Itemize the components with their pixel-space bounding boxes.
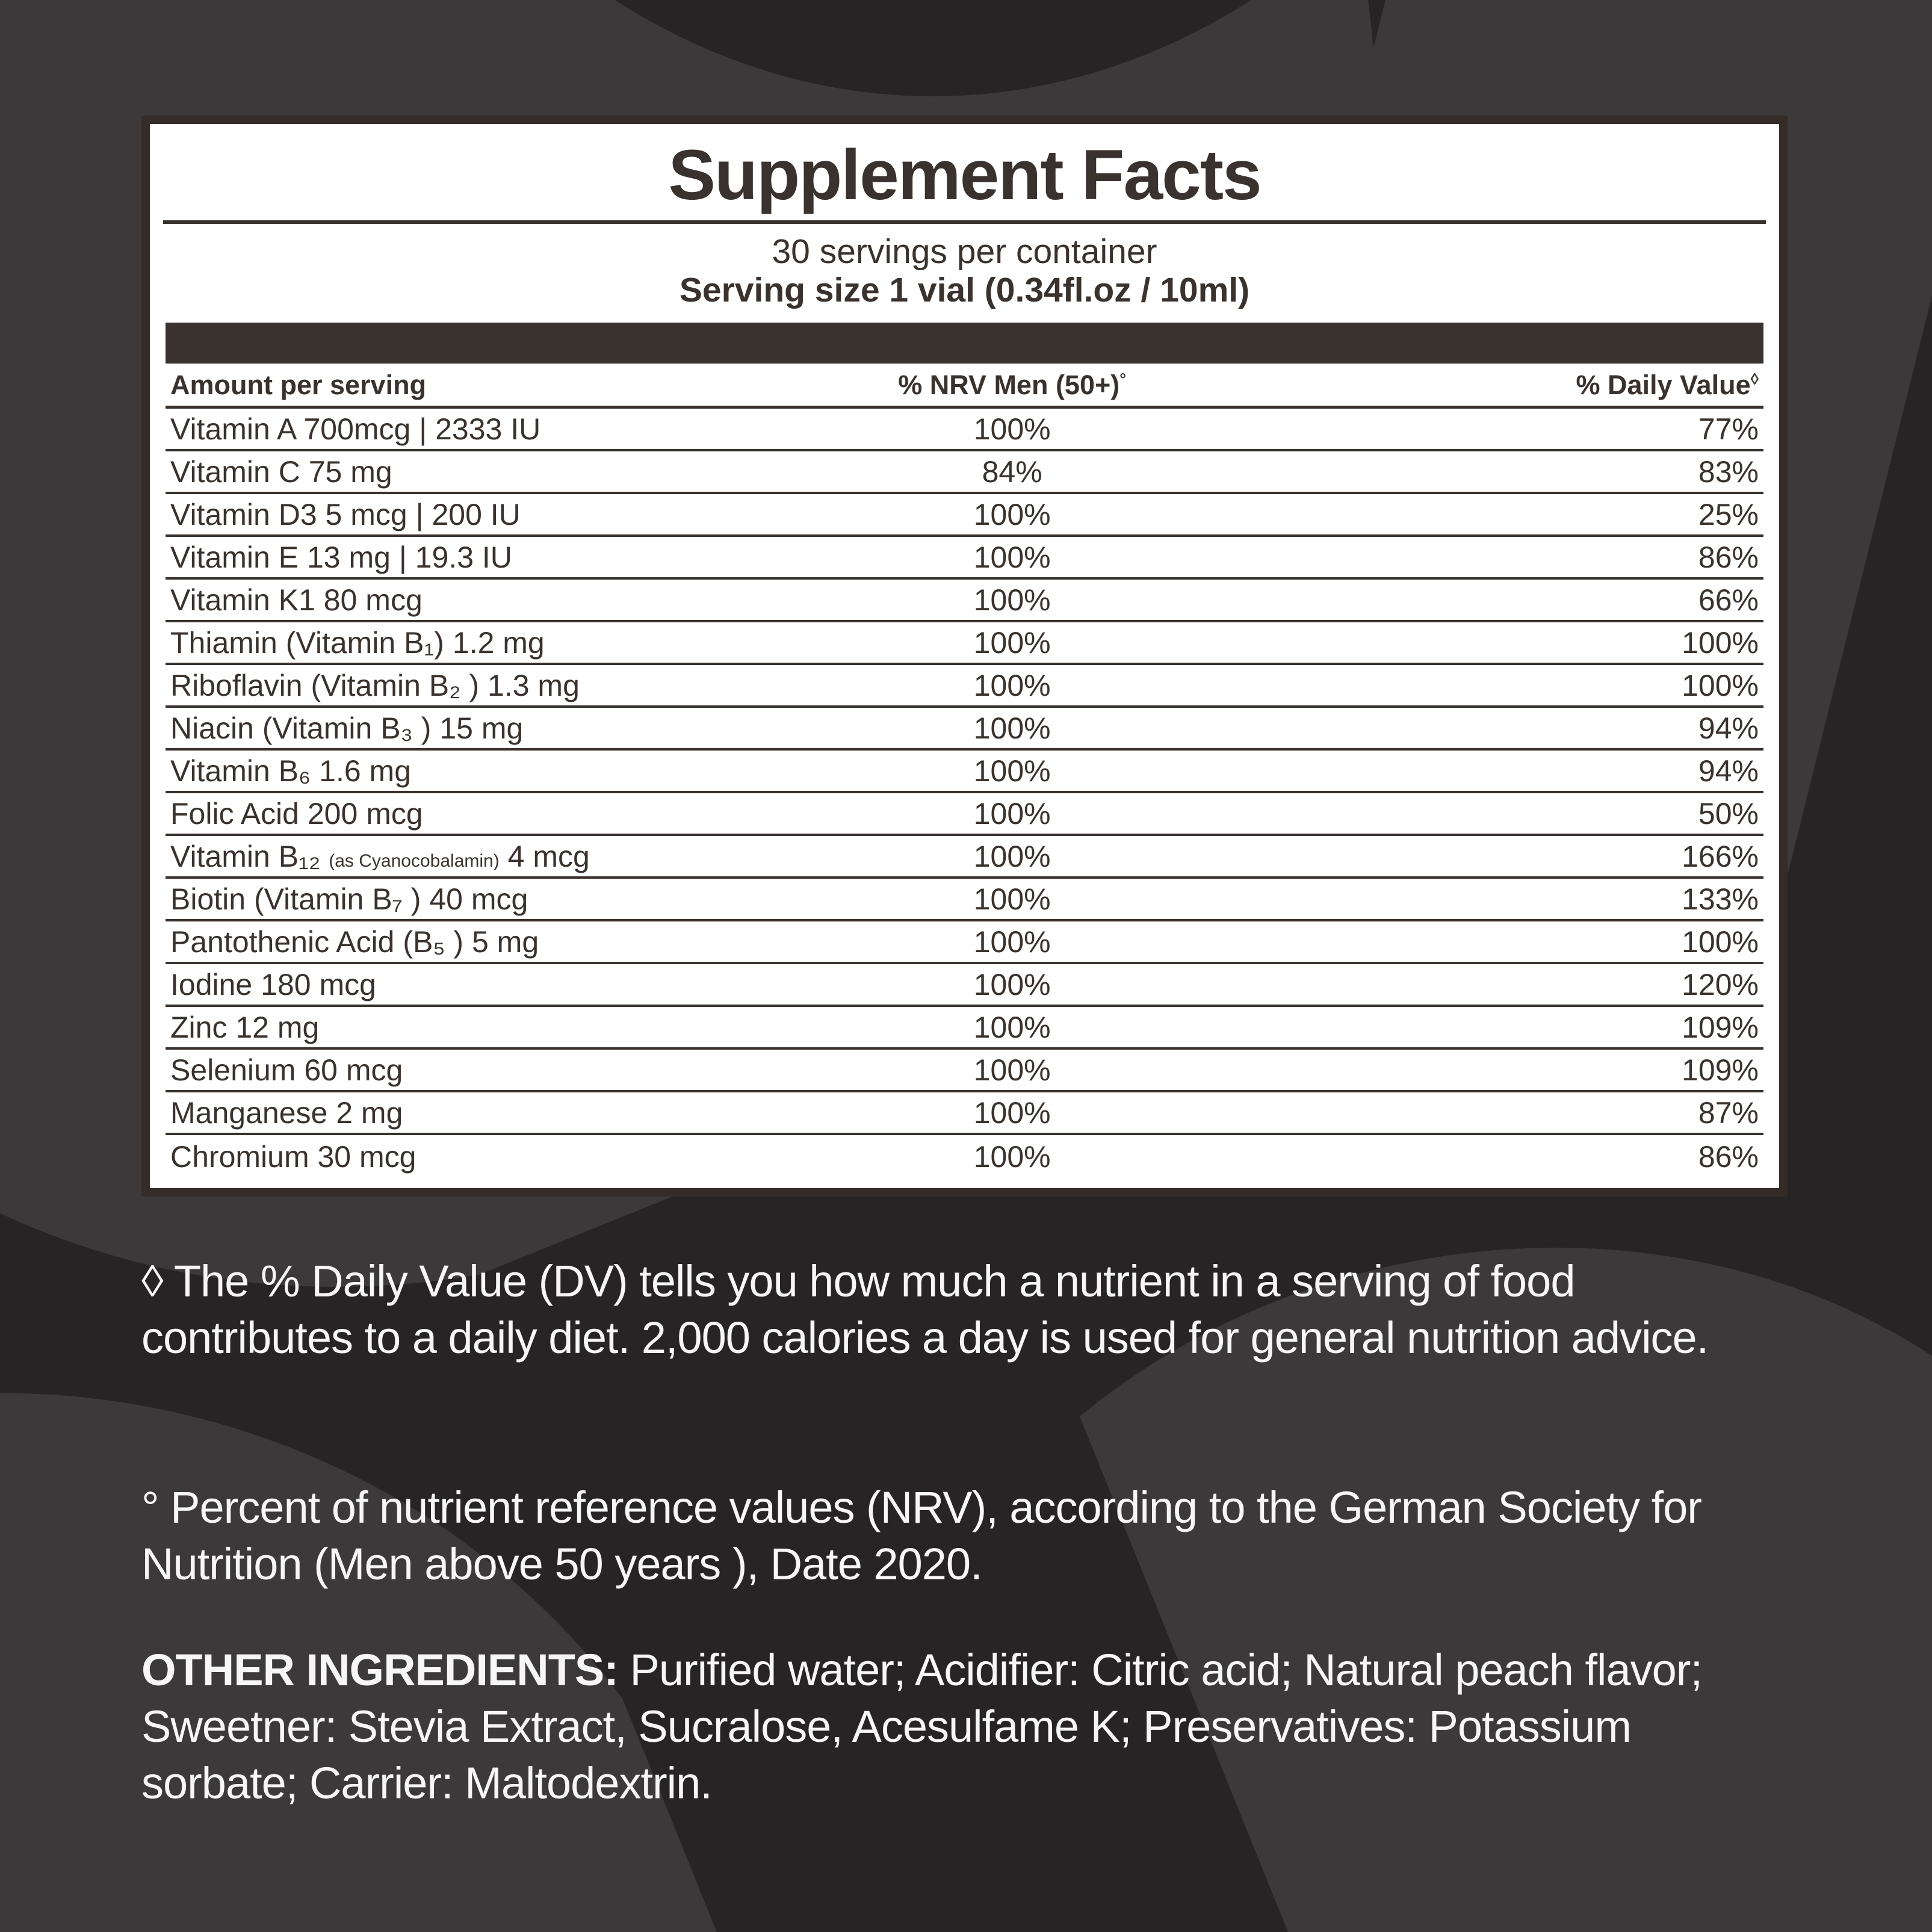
daily-value: 50% bbox=[1698, 796, 1759, 831]
nutrient-amount: 15 mg bbox=[439, 711, 524, 745]
facts-rows bbox=[166, 409, 1763, 1178]
other-ingredients-label: OTHER INGREDIENTS: bbox=[141, 1645, 618, 1695]
nrv-value: 100% bbox=[973, 668, 1051, 702]
nutrient-amount: 13 mg | 19.3 IU bbox=[306, 540, 512, 574]
table-row bbox=[166, 665, 1763, 708]
nutrient-name: Zinc bbox=[170, 1010, 228, 1044]
daily-value: 100% bbox=[1682, 625, 1759, 660]
daily-value: 86% bbox=[1698, 540, 1759, 574]
nutrient-name: Vitamin K1 bbox=[170, 583, 315, 617]
nutrient-amount: 200 mcg bbox=[307, 796, 423, 831]
other-ingredients: OTHER INGREDIENTS: Purified water; Acidifier: Citric acid; Natural peach flavor; Sweetner: Stevia Extract, Sucralose, Acesulfame K; Preservatives: Potassium sorbate; Carrier: Maltodextrin. bbox=[141, 1645, 1703, 1808]
nutrient-amount: 12 mg bbox=[235, 1010, 320, 1044]
daily-value: 94% bbox=[1698, 754, 1759, 788]
daily-value: 109% bbox=[1682, 1010, 1759, 1044]
table-header-row bbox=[166, 368, 1763, 402]
daily-value: 120% bbox=[1682, 967, 1759, 1002]
table-row bbox=[166, 409, 1763, 451]
nutrient-amount: 30 mcg bbox=[317, 1139, 416, 1174]
nutrient-note: (as Cyanocobalamin) bbox=[329, 850, 500, 871]
table-row bbox=[166, 964, 1763, 1007]
nutrient-amount: 40 mcg bbox=[429, 882, 528, 916]
table-row bbox=[166, 879, 1763, 921]
nutrient-amount: 700mcg | 2333 IU bbox=[303, 412, 541, 446]
nrv-value: 100% bbox=[973, 882, 1051, 916]
nutrient-name: Biotin (Vitamin B₇ ) bbox=[170, 882, 421, 916]
table-row bbox=[166, 451, 1763, 494]
nutrient-amount: 180 mcg bbox=[261, 967, 376, 1002]
nutrient-name: Niacin (Vitamin B₃ ) bbox=[170, 711, 432, 745]
divider-line-title bbox=[163, 220, 1766, 224]
daily-value: 77% bbox=[1698, 412, 1759, 446]
nrv-footnote: ° Percent of nutrient reference values (NRV), according to the German Society for Nutrition (Men above 50 years ), Date 2020. bbox=[141, 1482, 1701, 1589]
nutrient-amount: 5 mg bbox=[471, 924, 539, 959]
table-row bbox=[166, 580, 1763, 622]
nutrient-name: Vitamin B₆ bbox=[170, 754, 311, 788]
nutrient-amount: 1.3 mg bbox=[488, 668, 580, 702]
nrv-value: 100% bbox=[973, 754, 1051, 788]
nutrient-amount: 80 mcg bbox=[323, 583, 423, 617]
nutrient-name: Vitamin D3 bbox=[170, 497, 317, 531]
nrv-value: 100% bbox=[973, 1053, 1051, 1087]
nutrient-name: Thiamin (Vitamin B₁) bbox=[170, 625, 444, 660]
column-header-amount: Amount per serving bbox=[170, 370, 427, 400]
table-row bbox=[166, 921, 1763, 964]
nutrient-name: Pantothenic Acid (B₅ ) bbox=[170, 924, 464, 959]
nrv-value: 100% bbox=[973, 1010, 1051, 1044]
supplement-facts-panel bbox=[141, 116, 1788, 1197]
daily-value: 25% bbox=[1698, 497, 1759, 531]
table-row bbox=[166, 1007, 1763, 1050]
nrv-value: 100% bbox=[973, 839, 1051, 873]
lozenge-mark: ◊ bbox=[141, 1256, 163, 1306]
daily-value: 87% bbox=[1698, 1095, 1759, 1130]
nrv-value: 100% bbox=[973, 796, 1051, 831]
table-row bbox=[166, 836, 1763, 879]
nrv-value: 84% bbox=[982, 454, 1042, 489]
nutrient-amount: 1.2 mg bbox=[452, 625, 545, 660]
table-row bbox=[166, 1135, 1763, 1178]
nutrient-amount: 60 mcg bbox=[304, 1053, 403, 1087]
nutrient-name: Vitamin B₁₂ bbox=[170, 839, 321, 873]
daily-value: 100% bbox=[1682, 668, 1759, 702]
degree-mark: ° bbox=[1119, 370, 1127, 388]
lozenge-mark: ◊ bbox=[1750, 370, 1759, 388]
nrv-value: 100% bbox=[973, 497, 1051, 531]
servings-per-container: 30 servings per container bbox=[772, 232, 1157, 271]
nutrient-amount: 4 mcg bbox=[507, 839, 590, 873]
table-row bbox=[166, 708, 1763, 751]
nrv-value: 100% bbox=[973, 924, 1051, 959]
nutrient-name: Selenium bbox=[170, 1053, 296, 1087]
serving-size: Serving size 1 vial (0.34fl.oz / 10ml) bbox=[679, 271, 1250, 309]
nrv-value: 100% bbox=[973, 625, 1051, 660]
nutrient-amount: 2 mg bbox=[336, 1095, 403, 1130]
daily-value: 166% bbox=[1682, 839, 1759, 873]
nutrient-name: Manganese bbox=[170, 1095, 328, 1130]
table-row bbox=[166, 622, 1763, 665]
nrv-value: 100% bbox=[973, 1139, 1051, 1174]
table-row bbox=[166, 494, 1763, 537]
nrv-value: 100% bbox=[973, 412, 1051, 446]
daily-value: 133% bbox=[1682, 882, 1759, 916]
table-row bbox=[166, 1092, 1763, 1135]
nutrient-name: Vitamin E bbox=[170, 540, 299, 574]
section-separator-bar bbox=[166, 323, 1763, 364]
table-row bbox=[166, 1050, 1763, 1092]
table-row bbox=[166, 537, 1763, 580]
table-row bbox=[166, 793, 1763, 836]
degree-mark: ° bbox=[141, 1482, 159, 1532]
nutrient-name: Chromium bbox=[170, 1139, 309, 1174]
daily-value: 83% bbox=[1698, 454, 1759, 489]
nutrient-name: Iodine bbox=[170, 967, 253, 1002]
nutrient-name: Vitamin C bbox=[170, 454, 300, 489]
daily-value: 66% bbox=[1698, 583, 1759, 617]
nutrient-name: Vitamin A bbox=[170, 412, 296, 446]
nutrient-amount: 75 mg bbox=[308, 454, 392, 489]
daily-value: 86% bbox=[1698, 1139, 1759, 1174]
nrv-value: 100% bbox=[973, 967, 1051, 1002]
daily-value: 94% bbox=[1698, 711, 1759, 745]
nutrient-amount: 1.6 mg bbox=[319, 754, 411, 788]
nutrient-name: Folic Acid bbox=[170, 796, 299, 831]
nrv-value: 100% bbox=[973, 540, 1051, 574]
column-header-daily-value: % Daily Value◊ bbox=[1576, 370, 1759, 400]
daily-value-footnote: ◊ The % Daily Value (DV) tells you how much a nutrient in a serving of food contributes to a daily diet. 2,000 calories a day is used for general nutrition advice. bbox=[141, 1256, 1709, 1363]
panel-title: Supplement Facts bbox=[668, 135, 1261, 215]
nutrient-name: Riboflavin (Vitamin B₂ ) bbox=[170, 668, 480, 702]
daily-value: 109% bbox=[1682, 1053, 1759, 1087]
nrv-value: 100% bbox=[973, 583, 1051, 617]
table-row bbox=[166, 751, 1763, 793]
nrv-value: 100% bbox=[973, 711, 1051, 745]
column-header-nrv: % NRV Men (50+)° bbox=[898, 370, 1127, 400]
nrv-value: 100% bbox=[973, 1095, 1051, 1130]
nutrient-amount: 5 mcg | 200 IU bbox=[325, 497, 521, 531]
daily-value: 100% bbox=[1682, 924, 1759, 959]
